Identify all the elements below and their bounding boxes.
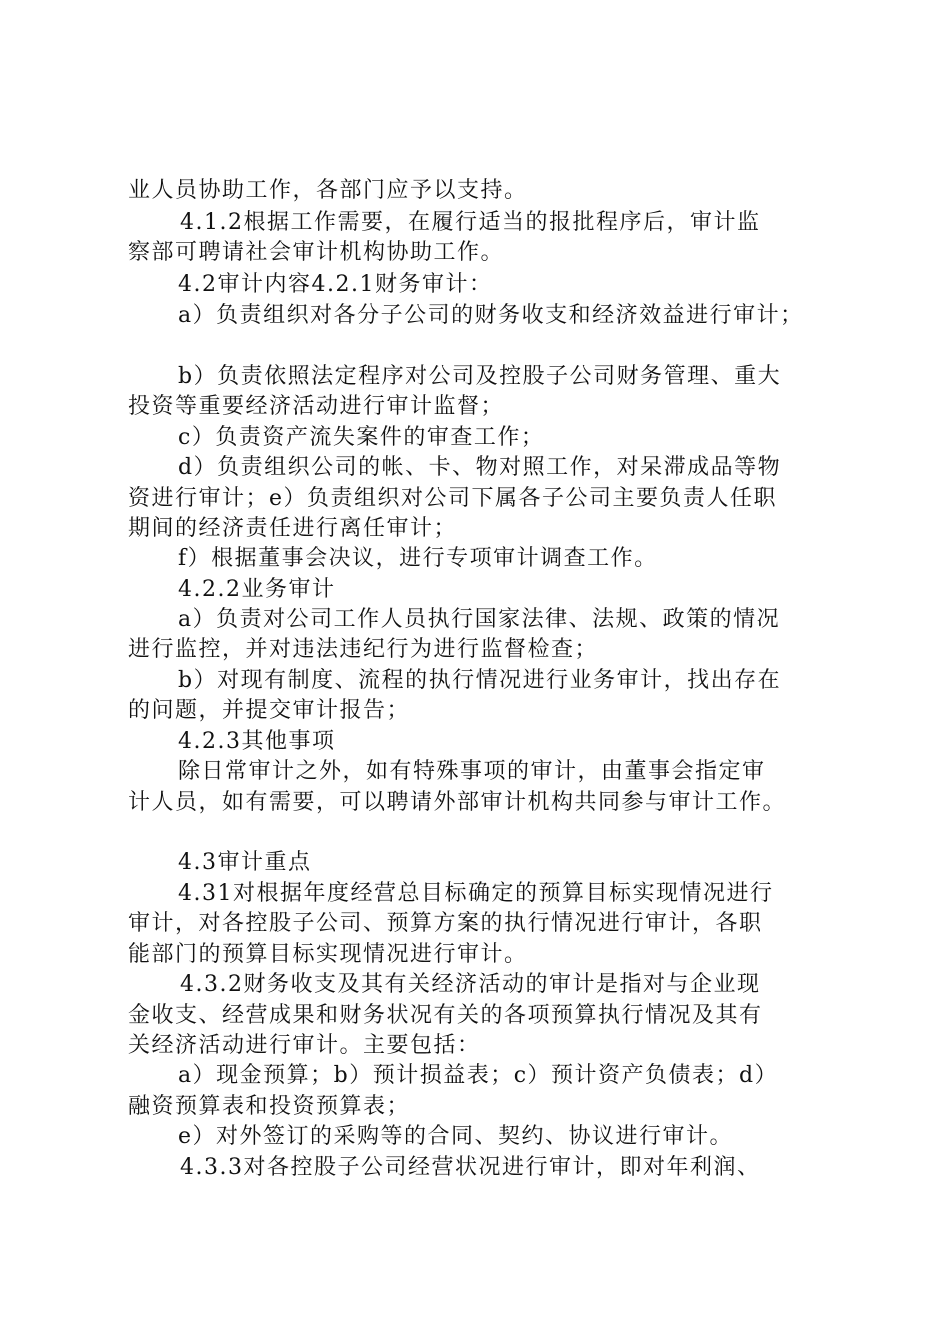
text-line-22: 4.31对根据年度经营总目标确定的预算目标实现情况进行 [178, 881, 774, 906]
text-line-21: 4.3审计重点 [178, 850, 312, 875]
text-line-16: b）对现有制度、流程的执行情况进行业务审计，找出存在 [178, 668, 782, 693]
text-line-13: 4.2.2业务审计 [178, 577, 336, 602]
text-line-24: 能部门的预算目标实现情况进行审计。 [128, 942, 528, 967]
text-line-15: 进行监控，并对违法违纪行为进行监督检查； [128, 637, 599, 662]
text-line-10: 资进行审计；e）负责组织对公司下属各子公司主要负责人任职 [128, 486, 778, 511]
text-line-19: 除日常审计之外，如有特殊事项的审计，由董事会指定审 [178, 759, 766, 784]
text-line-12: f）根据董事会决议，进行专项审计调查工作。 [178, 546, 658, 571]
text-line-3: 察部可聘请社会审计机构协助工作。 [128, 240, 505, 265]
text-line-31: 4.3.3对各控股子公司经营状况进行审计，即对年利润、 [180, 1155, 761, 1180]
text-line-7: 投资等重要经济活动进行审计监督； [128, 394, 505, 419]
text-line-8: c）负责资产流失案件的审查工作； [178, 425, 545, 450]
text-line-23: 审计，对各控股子公司、预算方案的执行情况进行审计，各职 [128, 911, 763, 936]
text-line-11: 期间的经济责任进行离任审计； [128, 516, 458, 541]
text-line-2: 4.1.2根据工作需要，在履行适当的报批程序后，审计监 [180, 210, 761, 235]
text-line-1: 业人员协助工作，各部门应予以支持。 [128, 178, 528, 203]
text-line-25: 4.3.2财务收支及其有关经济活动的审计是指对与企业现 [180, 972, 761, 997]
text-line-4: 4.2审计内容4.2.1财务审计： [178, 272, 493, 297]
text-line-9: d）负责组织公司的帐、卡、物对照工作，对呆滞成品等物 [178, 455, 782, 480]
text-line-26: 金收支、经营成果和财务状况有关的各项预算执行情况及其有 [128, 1003, 763, 1028]
text-line-20: 计人员，如有需要，可以聘请外部审计机构共同参与审计工作。 [128, 790, 787, 815]
text-line-14: a）负责对公司工作人员执行国家法律、法规、政策的情况 [178, 607, 781, 632]
text-line-28: a）现金预算；b）预计损益表；c）预计资产负债表；d） [178, 1063, 779, 1088]
text-line-18: 4.2.3其他事项 [178, 729, 336, 754]
text-line-5: a）负责组织对各分子公司的财务收支和经济效益进行审计； [178, 303, 804, 328]
text-line-6: b）负责依照法定程序对公司及控股子公司财务管理、重大 [178, 364, 782, 389]
text-line-17: 的问题，并提交审计报告； [128, 698, 411, 723]
text-line-29: 融资预算表和投资预算表； [128, 1094, 411, 1119]
text-line-27: 关经济活动进行审计。主要包括： [128, 1033, 481, 1058]
text-line-30: e）对外签订的采购等的合同、契约、协议进行审计。 [178, 1124, 734, 1149]
